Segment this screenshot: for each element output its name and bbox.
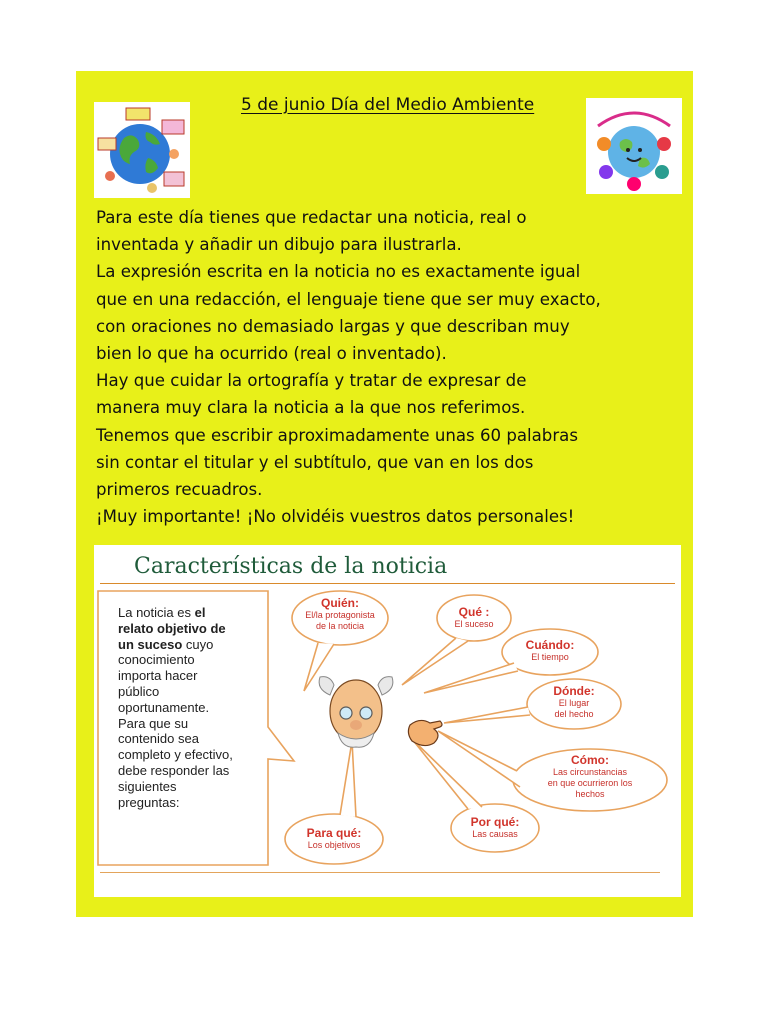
instruction-line: La expresión escrita en la noticia no es exactamente igual	[96, 262, 581, 282]
bubble-quien-label	[305, 596, 375, 632]
instruction-line: ¡Muy importante! ¡No olvidéis vuestros datos personales!	[96, 507, 575, 527]
instruction-line: con oraciones no demasiado largas y que describan muy	[96, 316, 570, 336]
instruction-line: sin contar el titular y el subtítulo, que van en los dos	[96, 452, 534, 472]
bubble-subtext: en que ocurrieron los	[547, 778, 633, 788]
bubble-heading: Para qué:	[306, 826, 362, 840]
definition-text: preguntas:	[118, 794, 180, 810]
definition-text: La noticia es	[118, 605, 195, 620]
bubble-paraque-label	[307, 826, 362, 851]
definition-text: conocimiento	[118, 652, 195, 668]
instruction-line: Hay que cuidar la ortografía y tratar de expresar de	[96, 371, 527, 391]
definition-text: cuyo	[182, 636, 214, 652]
bubble-heading: Quién:	[320, 596, 359, 610]
bubble-subtext: Los objetivos	[307, 840, 361, 850]
bubble-subtext: hechos	[575, 789, 605, 799]
bubble-como-label	[548, 753, 633, 800]
pointing-hand-icon	[408, 720, 442, 745]
definition-text: debe responder las	[118, 762, 230, 778]
definition-text: Para que su	[118, 715, 189, 731]
bubble-porque-label	[471, 815, 520, 840]
definition-text: completo y efectivo,	[118, 747, 233, 763]
instructions-text	[96, 204, 676, 530]
bubble-subtext: El tiempo	[531, 652, 569, 662]
instruction-line: que en una redacción, el lenguaje tiene que ser muy exacto,	[96, 289, 601, 309]
children-around-planet-icon	[586, 98, 682, 194]
definition-text: contenido sea	[118, 731, 199, 747]
instruction-line: inventada y añadir un dibujo para ilustrarla.	[96, 235, 462, 255]
definition-text: público	[118, 683, 160, 699]
news-definition	[118, 605, 268, 810]
bubble-donde-label	[553, 684, 594, 720]
bubble-subtext: El/la protagonista	[305, 610, 375, 620]
bubble-subtext: Las causas	[472, 829, 518, 839]
bubble-subtext: Las circunstancias	[552, 767, 628, 777]
instruction-line: bien lo que ha ocurrido (real o inventado).	[96, 344, 447, 364]
bubble-subtext: de la noticia	[315, 621, 365, 631]
bubble-heading: Cuándo:	[525, 638, 575, 652]
diagram-title: Características de la noticia	[134, 554, 448, 579]
bubble-que-label	[454, 605, 493, 630]
instruction-line: Para este día tienes que redactar una noticia, real o	[96, 208, 527, 227]
definition-emphasis: relato objetivo de	[118, 620, 226, 636]
instruction-line: manera muy clara la noticia a la que nos referimos.	[96, 398, 526, 418]
definition-text: importa hacer	[118, 668, 198, 684]
bubble-subtext: del hecho	[554, 709, 594, 719]
bubble-heading: Cómo:	[571, 753, 609, 767]
definition-text: oportunamente.	[118, 699, 210, 715]
bubble-subtext: El lugar	[558, 698, 590, 708]
bubble-cuando-label	[526, 638, 575, 663]
instruction-line: Tenemos que escribir aproximadamente unas 60 palabras	[96, 425, 578, 445]
old-man-face-icon	[319, 677, 393, 748]
bottom-divider	[100, 872, 660, 873]
title-divider	[100, 583, 675, 584]
instruction-line: primeros recuadros.	[96, 480, 263, 500]
page-title: 5 de junio Día del Medio Ambiente	[241, 95, 535, 115]
definition-text: siguientes	[118, 778, 177, 794]
bubble-heading: Dónde:	[553, 684, 595, 698]
globe-recycling-icon	[94, 102, 190, 198]
bubble-heading: Por qué:	[470, 815, 520, 829]
bubble-heading: Qué :	[458, 605, 490, 619]
bubble-subtext: El suceso	[454, 619, 494, 629]
news-characteristics-diagram	[94, 545, 681, 897]
definition-emphasis: un suceso	[118, 636, 183, 652]
definition-emphasis: el	[194, 605, 206, 620]
